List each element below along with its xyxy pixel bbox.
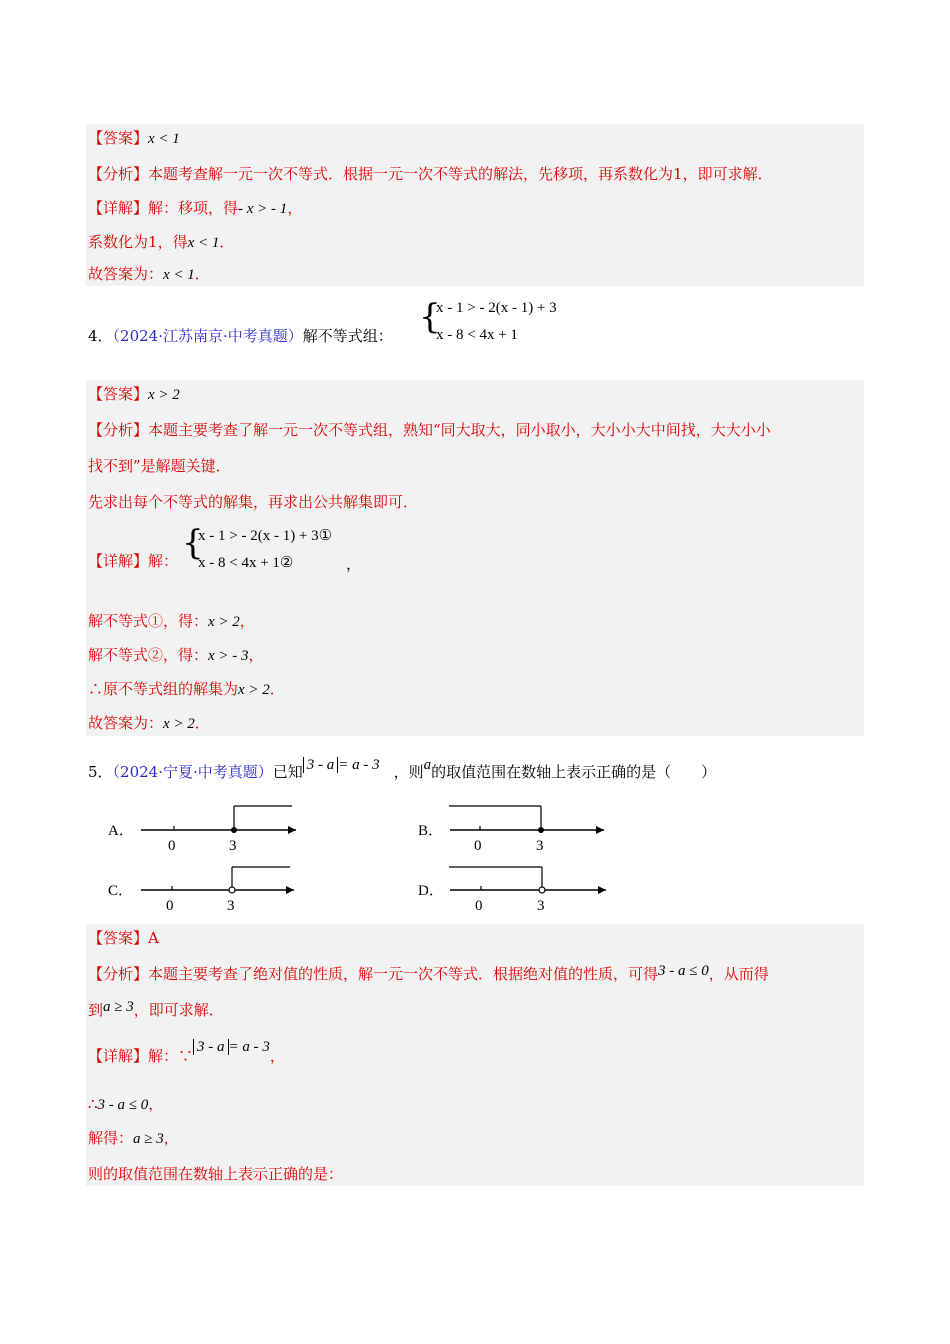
tick-label-3: 3 — [536, 838, 544, 854]
detail-tag: 【详解】 — [88, 199, 149, 217]
answer-line — [88, 128, 180, 149]
detail-text: 解： — [148, 552, 179, 570]
option-c[interactable] — [108, 867, 294, 914]
tick-label-3: 3 — [537, 898, 545, 914]
question-text-3: 的取值范围在数轴上表示正确的是（ ） — [431, 763, 717, 781]
closed-dot — [231, 827, 237, 833]
analysis-end: ，即可求解． — [133, 1001, 224, 1019]
step-math: 3 - a ≤ 0 — [97, 1097, 149, 1113]
tick-label-0: 0 — [168, 838, 176, 854]
question-text: 已知 — [272, 763, 303, 781]
question-5 — [88, 757, 717, 783]
tick-label-0: 0 — [475, 898, 483, 914]
step-end: ， — [248, 646, 264, 664]
option-label: B． — [418, 823, 444, 839]
answer-math: x < 1 — [148, 131, 180, 147]
final-end: ． — [194, 265, 210, 283]
open-dot — [539, 887, 545, 893]
analysis-line-2: 找不到”是解题关键． — [88, 457, 231, 475]
eq-rest: = a - 3 — [228, 1039, 270, 1055]
analysis-text: 本题考查解一元一次不等式．根据一元一次不等式的解法，先移项，再系数化为 — [148, 165, 674, 183]
step-text: 解得： — [88, 1129, 134, 1147]
system-eq-1: x - 1 > - 2(x - 1) + 3 — [436, 300, 557, 316]
option-number-lines — [0, 800, 950, 920]
var-a: a — [423, 757, 432, 773]
tick-label-0: 0 — [166, 898, 174, 914]
final-text: 故答案为： — [88, 265, 164, 283]
abs-inner: 3 - a — [193, 1039, 229, 1055]
open-dot — [229, 887, 235, 893]
option-label: A． — [108, 823, 134, 839]
step-end: ． — [219, 233, 235, 251]
abs-expression — [303, 757, 380, 773]
final-end: ． — [194, 714, 210, 732]
detail-tag: 【详解】 — [88, 552, 149, 570]
analysis-end: ，从而得 — [708, 965, 769, 983]
analysis-math: 3 - a ≤ 0 — [658, 963, 709, 979]
detail-step-2 — [88, 645, 264, 666]
system-eq-2: x - 8 < 4x + 1 — [436, 327, 518, 343]
analysis-line — [88, 420, 771, 440]
step-end: ， — [239, 612, 255, 630]
abs-inner: 3 - a — [303, 757, 339, 773]
step-text: 系数化为 — [88, 233, 149, 251]
step-text: 解不等式①，得： — [88, 612, 209, 630]
system-brace: { — [182, 523, 204, 563]
eq-rest: = a - 3 — [338, 757, 380, 773]
detail-text: 解：∵ — [148, 1047, 194, 1065]
answer-math: x > 2 — [148, 387, 180, 403]
analysis-line-2 — [88, 1000, 224, 1021]
analysis-tag: 【分析】 — [88, 421, 149, 439]
step-text: 解不等式②，得： — [88, 646, 209, 664]
answer-tag: 【答案】 — [88, 385, 149, 403]
analysis-math: a ≥ 3 — [103, 999, 134, 1015]
detail-text: 解：移项，得 — [148, 199, 239, 217]
analysis-line — [88, 164, 773, 184]
analysis-text: 本题主要考查了绝对值的性质，解一元一次不等式．根据绝对值的性质，可得 — [148, 965, 659, 983]
step-end: ， — [163, 1129, 179, 1147]
analysis-end: ，即可求解． — [682, 165, 773, 183]
step-num: 1 — [148, 233, 158, 251]
analysis-line — [88, 964, 769, 985]
detail-step-1 — [88, 611, 255, 632]
option-label: C． — [108, 883, 134, 899]
answer-line — [88, 928, 159, 948]
system-eq-1: x - 1 > - 2(x - 1) + 3① — [198, 528, 333, 544]
question-source: （2024·江苏南京·中考真题） — [112, 327, 303, 345]
step-end: ， — [148, 1095, 164, 1113]
step-math: x > - 3 — [208, 648, 249, 664]
option-d[interactable] — [418, 867, 606, 914]
detail-step-3 — [88, 679, 285, 700]
detail-end: ， — [287, 199, 303, 217]
abs-expression — [193, 1039, 270, 1055]
detail-tag: 【详解】 — [88, 1047, 149, 1065]
detail-line — [88, 1039, 285, 1067]
step-math: x < 1 — [187, 235, 220, 251]
detail-line — [88, 198, 302, 219]
detail-line — [88, 551, 178, 571]
step-math: x > 2 — [238, 682, 270, 698]
tick-label-0: 0 — [474, 838, 482, 854]
system-brace: { — [419, 297, 441, 337]
final-answer-line — [88, 713, 210, 734]
therefore-symbol: ∴ — [88, 1095, 98, 1113]
detail-math: - x > - 1 — [238, 201, 288, 217]
answer-tag: 【答案】 — [88, 129, 149, 147]
step-end: ． — [269, 680, 285, 698]
final-math: x < 1 — [163, 267, 195, 283]
detail-line-2 — [88, 232, 234, 253]
option-label: D． — [418, 883, 444, 899]
analysis-text: 本题主要考查了解一元一次不等式组，熟知“同大取大，同小取小，大小小大中间找，大大小小 — [148, 421, 771, 439]
closed-dot — [538, 827, 544, 833]
option-a[interactable] — [108, 806, 296, 854]
final-answer-line — [88, 264, 210, 285]
step-mid: ，得 — [157, 233, 188, 251]
question-4 — [88, 326, 393, 346]
system-end: ， — [346, 557, 362, 573]
analysis-tag: 【分析】 — [88, 965, 149, 983]
step-text: ∴原不等式组的解集为 — [88, 680, 239, 698]
question-number: 5． — [88, 763, 113, 781]
detail-step-3: 则的取值范围在数轴上表示正确的是： — [88, 1165, 344, 1183]
answer-line — [88, 384, 180, 405]
question-text: 解不等式组： — [302, 327, 393, 345]
system-eq-2: x - 8 < 4x + 1② — [198, 555, 294, 571]
tick-label-3: 3 — [227, 898, 235, 914]
question-text-2: ，则 — [393, 763, 424, 781]
option-b[interactable] — [418, 806, 604, 854]
analysis-line-3: 先求出每个不等式的解集，再求出公共解集即可． — [88, 493, 419, 511]
detail-end: ， — [269, 1047, 285, 1065]
final-math: x > 2 — [163, 716, 195, 732]
analysis-text: 到 — [88, 1001, 104, 1019]
answer-tag: 【答案】 — [88, 929, 149, 947]
analysis-num: 1 — [673, 165, 683, 183]
answer-value: A — [148, 929, 159, 947]
question-source: （2024·宁夏·中考真题） — [112, 763, 273, 781]
question-number: 4． — [88, 327, 113, 345]
step-math: x > 2 — [208, 614, 240, 630]
final-text: 故答案为： — [88, 714, 164, 732]
detail-step-2 — [88, 1128, 179, 1149]
analysis-tag: 【分析】 — [88, 165, 149, 183]
step-math: a ≥ 3 — [133, 1131, 164, 1147]
detail-step-1 — [88, 1094, 163, 1115]
tick-label-3: 3 — [229, 838, 237, 854]
